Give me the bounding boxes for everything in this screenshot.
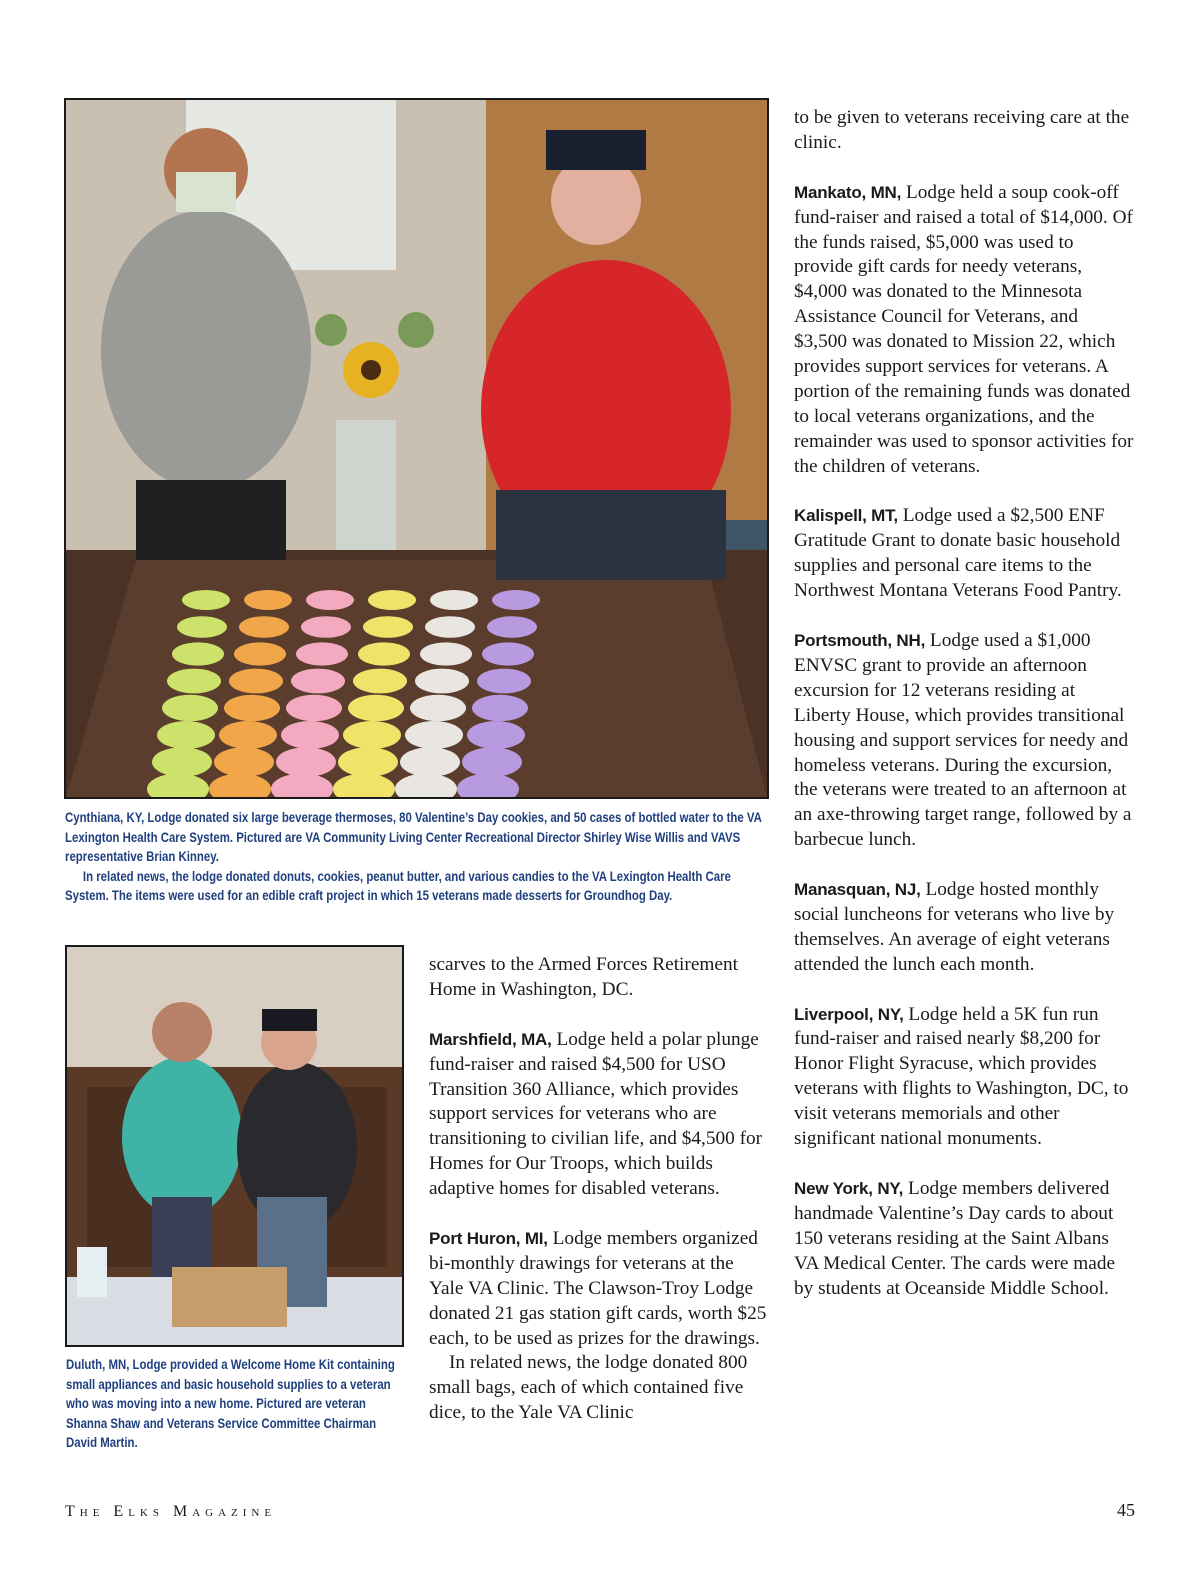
cookie <box>219 721 277 749</box>
cookie <box>358 642 410 665</box>
cookie <box>157 721 215 749</box>
cookie <box>410 695 466 721</box>
cookie <box>306 590 354 610</box>
entry-place: Portsmouth, NH, <box>794 630 926 650</box>
cookie <box>405 721 463 749</box>
entry-mankato <box>794 181 1134 480</box>
cookie <box>291 669 345 694</box>
page-number: 45 <box>1117 1500 1135 1520</box>
cookie <box>244 590 292 610</box>
entry-text: Lodge held a 5K fun run fund-raiser and raised nearly $8,200 for Honor Flight Syracuse, which provides veterans with flights to Washington, DC, to visit veterans memorials and other significant national monuments. <box>794 1003 1129 1150</box>
cookie <box>467 721 525 749</box>
cookie <box>415 669 469 694</box>
caption-cynthiana-para2: In related news, the lodge donated donuts, cookies, peanut butter, and various candies to the VA Lexington Health Care System. The items were used for an edible craft project in which 15 veterans made desserts for Groundhog Day. <box>65 867 731 903</box>
caption-text: Lodge provided a Welcome Home Kit containing small appliances and basic household supplies to a veteran who was moving into a new home. Pictured are veteran Shanna Shaw and Veterans Service Committee Chairman David Martin. <box>66 1356 395 1450</box>
cookie <box>482 642 534 665</box>
entry-liverpool <box>794 1003 1134 1152</box>
caption-cynthiana-para1 <box>65 808 766 867</box>
entry-text: Lodge members delivered handmade Valentine’s Day cards to about 150 veterans residing at the Saint Albans VA Medical Center. The cards were made by students at Oceanside Middle School. <box>794 1177 1116 1299</box>
middle-continuation: scarves to the Armed Forces Retirement Home in Washington, DC. <box>429 954 738 1000</box>
entry-place: Mankato, MN, <box>794 182 902 202</box>
entry-text: Lodge held a soup cook-off fund-raiser and raised a total of $14,000. Of the funds raised, $5,000 was used to provide gift cards for needy veterans, $4,000 was donated to the Minnesota Assistance Council for Veterans, and $3,500 was donated to Mission 22, which provides support services for veterans. A portion of the remaining funds was donated to local veterans organizations, and the remainder was used to sponsor activities for the children of veterans. <box>794 181 1134 477</box>
cookie <box>363 616 413 638</box>
entry-text: Lodge hosted monthly social luncheons for veterans who live by themselves. An average of eight veterans attended the lunch each month. <box>794 879 1115 975</box>
entry-marshfield <box>429 1028 769 1202</box>
entry-new-york <box>794 1177 1134 1302</box>
entry-place: Liverpool, NY, <box>794 1004 904 1024</box>
entry-text: Lodge held a polar plunge fund-raiser and raised $4,500 for USO Transition 360 Alliance, which provides support services for veterans who are transitioning to civilian life, and $4,500 for Homes for Our Troops, which builds adaptive homes for disabled veterans. <box>429 1028 763 1200</box>
cookie <box>229 669 283 694</box>
entry-place: New York, NY, <box>794 1178 904 1198</box>
magazine-name: The Elks Magazine <box>65 1503 277 1520</box>
cookie <box>167 669 221 694</box>
cookie <box>224 695 280 721</box>
entry-kalispell <box>794 504 1134 604</box>
entry-text: Lodge members organized bi-monthly drawings for veterans at the Yale VA Clinic. The Clawson-Troy Lodge donated 21 gas station gift cards, worth $25 each, to be used as prizes for the drawings. <box>429 1227 767 1349</box>
cookie <box>301 616 351 638</box>
cookie <box>338 747 398 777</box>
cookie <box>239 616 289 638</box>
cookie <box>234 642 286 665</box>
middle-column <box>429 953 769 1426</box>
caption-text: Lodge donated six large beverage thermoses, 80 Valentine’s Day cookies, and 50 cases of bottled water to the VA Lexington Health Care System. Pictured are VA Community Living Center Recreational Director Shirley Wise Willis and VAVS representative Brian Kinney. <box>65 809 762 864</box>
cookie <box>177 616 227 638</box>
cookie <box>182 590 230 610</box>
photo-cynthiana-image <box>66 100 767 797</box>
cookie <box>348 695 404 721</box>
entry-place: Manasquan, NJ, <box>794 880 921 900</box>
cookie <box>276 747 336 777</box>
cookie <box>214 747 274 777</box>
cookie <box>162 695 218 721</box>
cookie <box>281 721 339 749</box>
caption-place: Cynthiana, KY, <box>65 809 145 825</box>
right-continuation: to be given to veterans receiving care at the clinic. <box>794 107 1130 153</box>
cookie <box>152 747 212 777</box>
caption-duluth <box>66 1355 403 1453</box>
caption-cynthiana <box>65 808 766 906</box>
cookie <box>368 590 416 610</box>
entry-place: Marshfield, MA, <box>429 1029 552 1049</box>
cookie <box>343 721 401 749</box>
cookie <box>487 616 537 638</box>
caption-place: Duluth, MN, <box>66 1356 130 1372</box>
caption-duluth-para <box>66 1355 403 1453</box>
entry-portsmouth <box>794 629 1134 853</box>
cookie <box>286 695 342 721</box>
entry-text: Lodge used a $1,000 ENVSC grant to provide an afternoon excursion for 12 veterans residing at Liberty House, which provides transitional housing and support services for needy and homeless veterans. During the excursion, the veterans were treated to an afternoon at an axe-throwing target range, followed by a barbecue lunch. <box>794 629 1132 851</box>
cookie <box>353 669 407 694</box>
cookie <box>420 642 472 665</box>
entry-place: Kalispell, MT, <box>794 506 898 526</box>
right-column <box>794 106 1134 1301</box>
cookie <box>296 642 348 665</box>
cookie <box>425 616 475 638</box>
entry-port-huron-related: In related news, the lodge donated 800 small bags, each of which contained five dice, to the Yale VA Clinic <box>429 1352 748 1424</box>
photo-cynthiana <box>64 98 769 799</box>
cookie <box>430 590 478 610</box>
cookie <box>472 695 528 721</box>
cookie <box>492 590 540 610</box>
entry-place: Port Huron, MI, <box>429 1228 548 1248</box>
cookie <box>172 642 224 665</box>
cookie <box>462 747 522 777</box>
entry-text: Lodge used a $2,500 ENF Gratitude Grant to donate basic household supplies and personal care items to the Northwest Montana Veterans Food Pantry. <box>794 505 1122 602</box>
photo-duluth <box>65 945 404 1347</box>
photo-duluth-image <box>67 947 402 1345</box>
cookie <box>400 747 460 777</box>
entry-manasquan <box>794 878 1134 978</box>
entry-port-huron <box>429 1227 769 1352</box>
cookie <box>477 669 531 694</box>
